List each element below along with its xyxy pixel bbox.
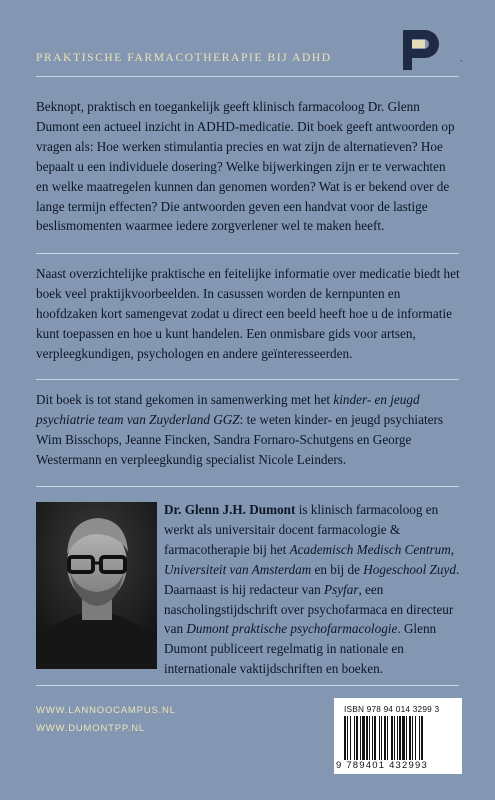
barcode-number: 9 789401 432993 <box>336 760 428 771</box>
collab-text-2: : te weten kinder- en jeugd psychiaters Wim Bisschops, Jeanne Fincken, Sandra Fornaro-Schutgens en George Westermann en verpleegkundig specialist Nicole Leinders. <box>36 411 443 467</box>
bio-text-1: is klinisch farmacoloog en werkt als universitair docent farmacologie & farmacotherapie bij het <box>164 502 439 557</box>
description-paragraph-1: Beknopt, praktisch en toegankelijk geeft klinisch farmacoloog Dr. Glenn Dumont een actueel inzicht in ADHD-medicatie. Dit boek geeft antwoorden op vragen als: Hoe werken stimulantia precies en wat zijn de alternatieven? Hoe bepaalt u een individuele dosering? Welke bijwerkingen zijn er te verwachten en welke maatregelen kunnen dan genomen worden? Wat is er bekend over de lange termijn effecten? Die antwoorden geven een handvat voor de lastige beslismomenten waarmee iedere zorgverlener wel te maken heeft. <box>36 99 455 234</box>
isbn-barcode <box>334 698 462 774</box>
author-url: WWW.DUMONTPP.NL <box>36 723 145 734</box>
header-divider <box>36 76 459 77</box>
collab-team-name: kinder- en jeugd psychiatrie team van Zuyderland GGZ <box>36 392 420 427</box>
divider-3 <box>36 486 459 487</box>
collab-text-1: Dit boek is tot stand gekomen in samenwerking met het <box>36 392 334 407</box>
author-photo <box>36 502 157 669</box>
bio-text-4: , een nascholingstijdschrift over psychofarmaca en directeur van <box>164 581 454 637</box>
author-bio <box>164 500 464 679</box>
collaboration-paragraph <box>36 390 461 470</box>
divider-2 <box>36 379 459 380</box>
divider-4 <box>36 685 459 686</box>
bio-journal: Psyfar <box>324 581 359 597</box>
bio-text-2: en bij de <box>311 561 364 577</box>
bio-company: Dumont praktische psychofarmacologie <box>186 621 398 637</box>
bio-text-5: . Glenn Dumont publiceert regelmatig in nationale en internationale vaktijdschriften en boeken. <box>164 621 437 677</box>
bio-text-3: . Daarnaast is hij redacteur van <box>164 561 460 597</box>
publisher-logo-icon <box>395 26 447 72</box>
description-paragraph-2: Naast overzichtelijke praktische en feitelijke informatie over medicatie biedt het boek veel praktijkvoorbeelden. In casussen worden de kernpunten en hoofdzaken kort samengevat zodat u direct een beeld heeft hoe u de informatie kunt toepassen en hoe u kunt handelen. Een onmisbare gids voor artsen, verpleegkundigen, psychologen en andere geïnteresseerden. <box>36 266 460 361</box>
author-name: Dr. Glenn J.H. Dumont <box>164 502 296 517</box>
isbn-label: ISBN 978 94 014 3299 3 <box>344 704 440 714</box>
bio-institution-1: Academisch Medisch Centrum, Universiteit van Amsterdam <box>164 541 455 577</box>
bio-institution-2: Hogeschool Zuyd <box>363 561 456 577</box>
publisher-url: WWW.LANNOOCAMPUS.NL <box>36 705 176 716</box>
logo-mark: ◦ <box>460 57 463 65</box>
divider-1 <box>36 253 459 254</box>
barcode-bars <box>344 716 454 760</box>
series-title: PRAKTISCHE FARMACOTHERAPIE BIJ ADHD <box>36 52 332 64</box>
